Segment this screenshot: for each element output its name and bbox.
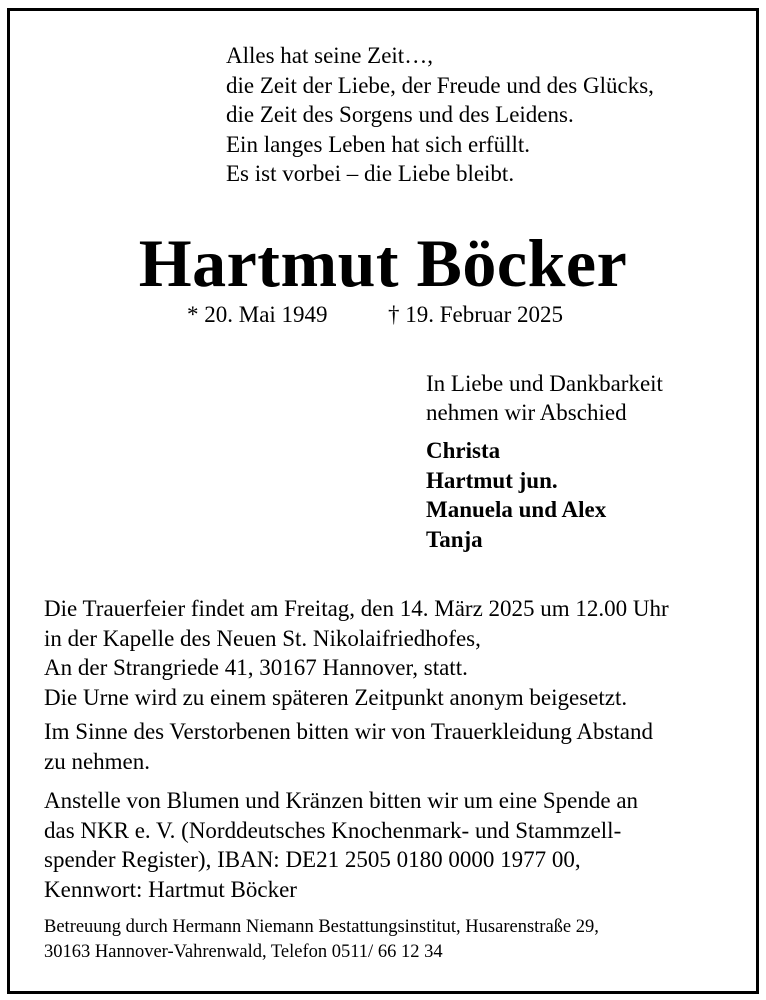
mourner-name: Hartmut jun. [426,467,558,493]
donation-request [44,786,638,904]
poem [226,41,654,189]
donation-line: Kennwort: Hartmut Böcker [44,876,297,902]
service-line: in der Kapelle des Neuen St. Nikolaifriedhofes, [44,625,481,651]
donation-line: spender Register), IBAN: DE21 2505 0180 0000 1977 00, [44,847,581,872]
mourner-name: Tanja [426,526,483,552]
poem-line: die Zeit der Liebe, der Freude und des Glücks, [226,72,654,98]
attire-line: Im Sinne des Verstorbenen bitten wir von Trauerkleidung Abstand [44,719,654,744]
farewell-text [426,369,663,427]
service-line: An der Strangriede 41, 30167 Hannover, statt. [44,655,468,680]
footer-line: 30163 Hannover-Vahrenwald, Telefon 0511/ 66 12 34 [44,942,443,962]
poem-line: Ein langes Leben hat sich erfüllt. [226,131,531,157]
donation-line: Anstelle von Blumen und Kränzen bitten wir um eine Spende an [44,788,639,813]
mourner-name: Manuela und Alex [426,497,607,522]
poem-line: Es ist vorbei – die Liebe bleibt. [226,161,515,186]
funeral-home-footer [44,915,599,965]
farewell-line: In Liebe und Dankbarkeit [426,371,663,396]
donation-line: das NKR e. V. (Norddeutsches Knochenmark- und Stammzell- [44,817,622,843]
poem-line: die Zeit des Sorgens und des Leidens. [226,102,574,127]
footer-line: Betreuung durch Hermann Niemann Bestattungsinstitut, Husarenstraße 29, [44,917,599,937]
mourners-list [426,436,606,554]
attire-request [44,717,653,776]
poem-line: Alles hat seine Zeit…, [226,43,433,68]
service-line: Die Urne wird zu einem späteren Zeitpunkt anonym beigesetzt. [44,684,628,710]
birth-date: * 20. Mai 1949 [187,302,328,327]
service-line: Die Trauerfeier findet am Freitag, den 14. März 2025 um 12.00 Uhr [44,596,669,621]
service-details [44,594,669,712]
deceased-name: Hartmut Böcker [138,225,628,301]
farewell-line: nehmen wir Abschied [426,400,627,425]
mourner-name: Christa [426,438,501,463]
obituary-notice [7,8,759,994]
attire-line: zu nehmen. [44,748,151,774]
death-date: † 19. Februar 2025 [388,302,564,327]
